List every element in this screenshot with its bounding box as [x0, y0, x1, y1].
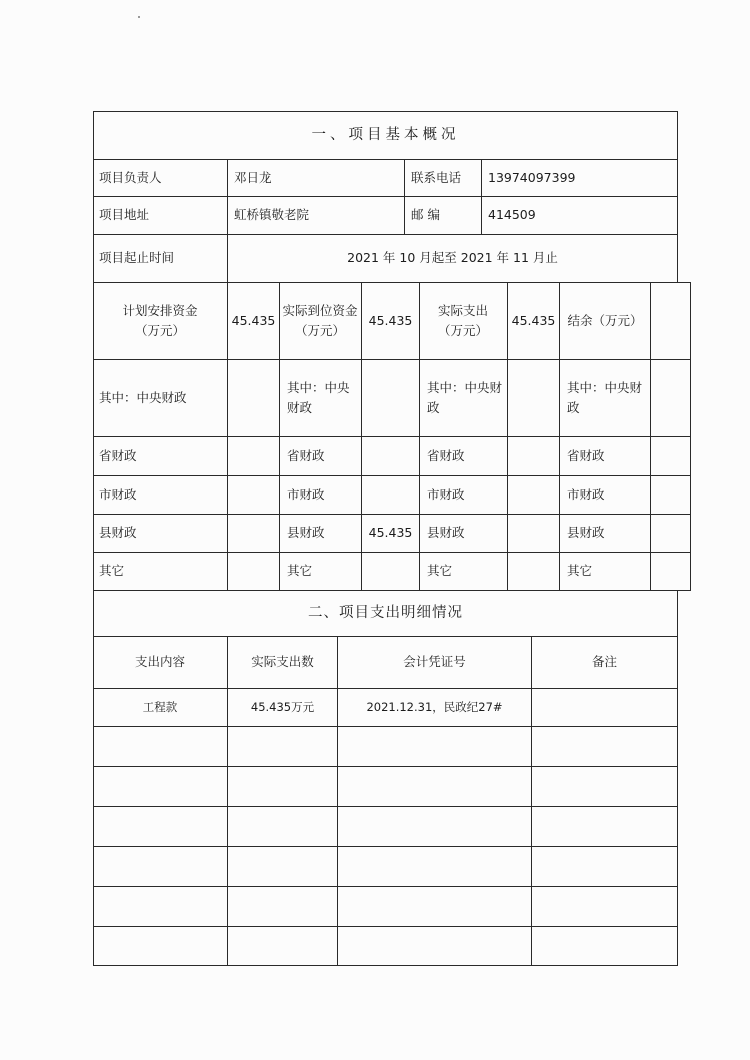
label-central-finance: 其中：中央财政: [99, 389, 187, 405]
value-balance: [651, 282, 690, 359]
label-province-finance: 省财政: [99, 447, 137, 463]
label-project-leader: 项目负责人: [99, 169, 162, 185]
column-header: 备注: [591, 654, 617, 669]
section-title: 二、项目支出明细情况: [308, 605, 463, 621]
label-county-finance-spent: 县财政: [427, 525, 465, 540]
label-postcode: 邮 编: [411, 207, 440, 222]
column-header: 会计凭证号: [403, 654, 466, 669]
label-other-funds-spent: 其它: [427, 563, 453, 578]
rule: [404, 159, 405, 234]
label-central-finance-balance: 其中：中央财政: [567, 379, 643, 415]
value-postcode: 414509: [488, 207, 536, 222]
value-actual-spending: 45.435: [511, 312, 556, 328]
label-actual-spending: 实际支出（万元）: [437, 302, 488, 338]
label-city-finance: 市财政: [99, 486, 137, 502]
value-received-funds: 45.435: [368, 312, 413, 328]
project-form: [93, 111, 691, 966]
rule: [677, 590, 678, 966]
table-cell-voucher: 2021.12.31，民政纪27#: [366, 700, 503, 714]
rule: [227, 159, 228, 234]
label-central-finance-received: 其中：中央财政: [287, 379, 350, 415]
value-period: 2021 年 10 月起至 2021 年 11 月止: [347, 250, 558, 265]
label-balance: 结余（万元）: [567, 312, 643, 328]
table-row: [93, 726, 678, 727]
label-planned-funds: 计划安排资金（万元）: [122, 302, 198, 338]
table-row: [93, 766, 678, 767]
table-cell-amount: 45.435万元: [250, 700, 315, 714]
table-row: [93, 886, 678, 887]
label-city-finance-received: 市财政: [287, 486, 325, 502]
label-province-finance-spent: 省财政: [427, 447, 465, 463]
value-address: 虹桥镇敬老院: [234, 207, 310, 222]
table-row: [93, 926, 678, 927]
table-cell-expense-item: 工程款: [142, 700, 178, 714]
label-received-funds: 实际到位资金（万元）: [282, 302, 358, 338]
value-phone: 13974097399: [488, 169, 576, 185]
rule: [481, 159, 482, 234]
label-phone: 联系电话: [411, 169, 462, 185]
label-other-funds-received: 其它: [287, 563, 313, 578]
table-row: [93, 806, 678, 807]
section-title: 一、项目基本概况: [311, 127, 460, 143]
label-city-finance-spent: 市财政: [427, 486, 465, 502]
label-county-finance-balance: 县财政: [567, 525, 605, 540]
label-address: 项目地址: [99, 207, 150, 222]
label-central-finance-spent: 其中：中央财政: [427, 379, 503, 415]
label-county-finance-received: 县财政: [287, 525, 325, 540]
column-header: 支出内容: [134, 654, 185, 669]
label-other-funds: 其它: [99, 563, 125, 578]
table-cell-remark: [532, 688, 677, 726]
value-county-finance-received: 45.435: [368, 525, 413, 540]
value-project-leader: 邓日龙: [234, 169, 272, 185]
label-period: 项目起止时间: [99, 250, 175, 265]
scan-mark: [138, 16, 140, 18]
label-county-finance: 县财政: [99, 525, 137, 540]
label-other-funds-balance: 其它: [567, 563, 593, 578]
rule: [227, 234, 228, 282]
label-province-finance-balance: 省财政: [567, 447, 605, 463]
table-row: [93, 846, 678, 847]
label-city-finance-balance: 市财政: [567, 486, 605, 502]
label-province-finance-received: 省财政: [287, 447, 325, 463]
value-planned-funds: 45.435: [231, 312, 276, 328]
rule: [93, 965, 678, 966]
column-header: 实际支出数: [251, 654, 314, 669]
